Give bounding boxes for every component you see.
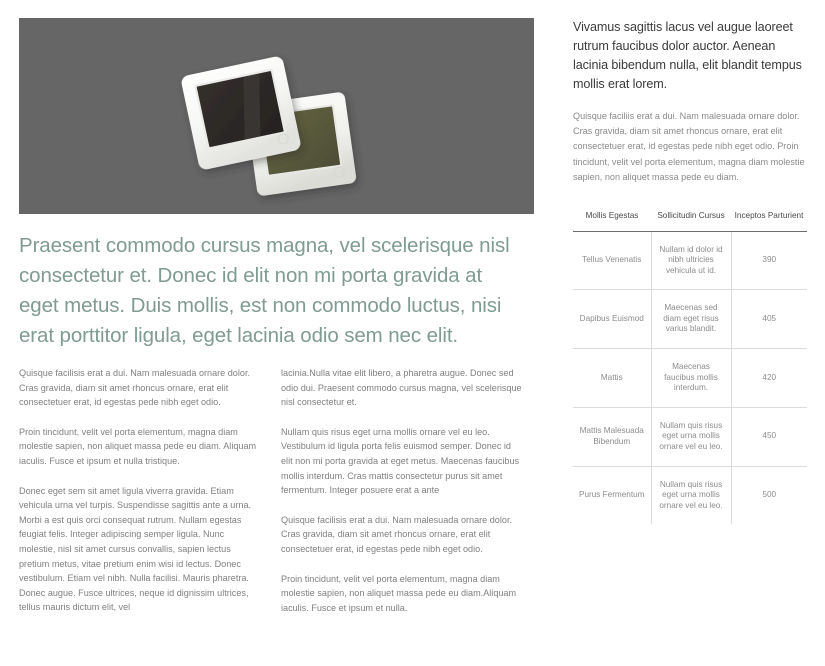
cell-name: Dapibus Euismod xyxy=(573,290,651,349)
cell-description: Maecenas sed diam eget risus varius blandit. xyxy=(651,290,731,349)
paragraph: Donec eget sem sit amet ligula viverra gravida. Etiam vehicula urna vel turpis. Suspendisse sagittis ante a urna. Morbi a est quis orci consequat rutrum. Nullam egestas feugiat felis. Integer adipiscing semper ligula. Nunc molestie, nisl sit amet cursus convallis, sapien lectus pretium metus, vitae pretium enim wisi id lectus. Donec vestibulum. Etiam vel nibh. Nulla facilisi. Mauris pharetra. Donec augue. Fusce ultrices, neque id dignissim ultrices, tellus mauris dictum elit, vel xyxy=(19,485,252,613)
table-row xyxy=(573,466,807,524)
sidebar-lead-text: Vivamus sagittis lacus vel augue laoreet rutrum faucibus dolor auctor. Aenean lacinia bibendum nulla, elit blandit tempus mollis erat lorem. xyxy=(573,20,802,91)
table-row xyxy=(573,290,807,349)
paragraph: lacinia.Nulla vitae elit libero, a pharetra augue. Donec sed odio dui. Praesent commodo cursus magna, vel scelerisque nisl consectetur et. xyxy=(281,368,522,408)
cell-description: Nullam quis risus eget urna mollis ornare vel eu leo. xyxy=(651,407,731,466)
cell-name: Tellus Venenatis xyxy=(573,231,651,290)
sidebar-body-text: Quisque faciliis erat a dui. Nam malesuada ornare dolor. Cras gravida, diam sit amet rhoncus ornare, erat elit consectetuer erat, id egestas pede nibh eget odio. Proin tincidunt, velit vel porta elementum, magna diam molestie sapien, non aliquet massa pede eu diam. xyxy=(573,111,805,182)
body-column-right xyxy=(281,366,524,666)
cell-value: 390 xyxy=(731,231,807,290)
cell-value: 405 xyxy=(731,290,807,349)
sidebar-column xyxy=(573,18,809,524)
column-header-name: Mollis Egestas xyxy=(573,211,651,231)
cell-value: 500 xyxy=(762,490,777,500)
cell-value: 420 xyxy=(731,349,807,408)
table-row xyxy=(573,407,807,466)
data-table xyxy=(573,211,807,524)
table-header-row xyxy=(573,211,807,231)
cell-description: Maecenas faucibus mollis interdum. xyxy=(651,349,731,408)
paragraph: Quisque facilisis erat a dui. Nam malesuada ornare dolor. Cras gravida, diam sit amet rhoncus ornare, erat elit consectetuer erat, id egestas pede nibh eget odio. xyxy=(19,368,250,408)
paragraph: Quisque facilisis erat a dui. Nam malesuada ornare dolor. Cras gravida, diam sit amet rhoncus ornare, erat elit consectetuer erat, id egestas pede nibh eget odio. xyxy=(281,514,512,554)
cell-name: Mattis Malesuada Bibendum xyxy=(573,407,651,466)
paragraph: Nullam quis risus eget urna mollis ornare vel eu leo. Vestibulum id ligula porta felis euismod semper. Donec id elit non mi porta gravida at eget metus. Maecenas faucibus mollis interdum. Cras mattis consectetur purus sit amet fermentum. Integer posuere erat a ante xyxy=(281,426,520,496)
cell-name: Purus Fermentum xyxy=(578,490,645,500)
column-header-description: Sollicitudin Cursus xyxy=(651,211,731,231)
column-header-value: Inceptos Parturient xyxy=(731,211,807,231)
body-text-columns xyxy=(19,366,534,666)
paragraph: Proin tincidunt, velit vel porta elementum, magna diam molestie sapien, non aliquet massa pede eu diam.Aliquam iaculis. Fusce et ipsum et nulla. xyxy=(281,573,517,613)
cell-name: Mattis xyxy=(573,349,651,408)
table-row xyxy=(573,349,807,408)
body-column-left xyxy=(19,366,262,666)
page-title: Praesent commodo cursus magna, vel scelerisque nisl consectetur et. Donec id elit non mi porta gravida at eget metus. Duis mollis, est non commodo luctus, nisi erat porttitor ligula, eget lacinia odio sem nec elit. xyxy=(19,234,510,347)
cell-description: Nullam id dolor id nibh ultricies vehicula ut id. xyxy=(651,231,731,290)
main-content-column xyxy=(19,18,534,666)
table-row xyxy=(573,231,807,290)
hero-image-block xyxy=(19,18,534,214)
cell-value: 450 xyxy=(731,407,807,466)
paragraph: Proin tincidunt, velit vel porta elementum, magna diam molestie sapien, non aliquet massa pede eu diam. Aliquam iaculis. Fusce et ipsum et nulla tristique. xyxy=(19,426,257,466)
cell-description: Nullam quis risus eget urna mollis ornare vel eu leo. xyxy=(651,466,731,524)
two-photo-frames-illustration xyxy=(19,18,534,214)
